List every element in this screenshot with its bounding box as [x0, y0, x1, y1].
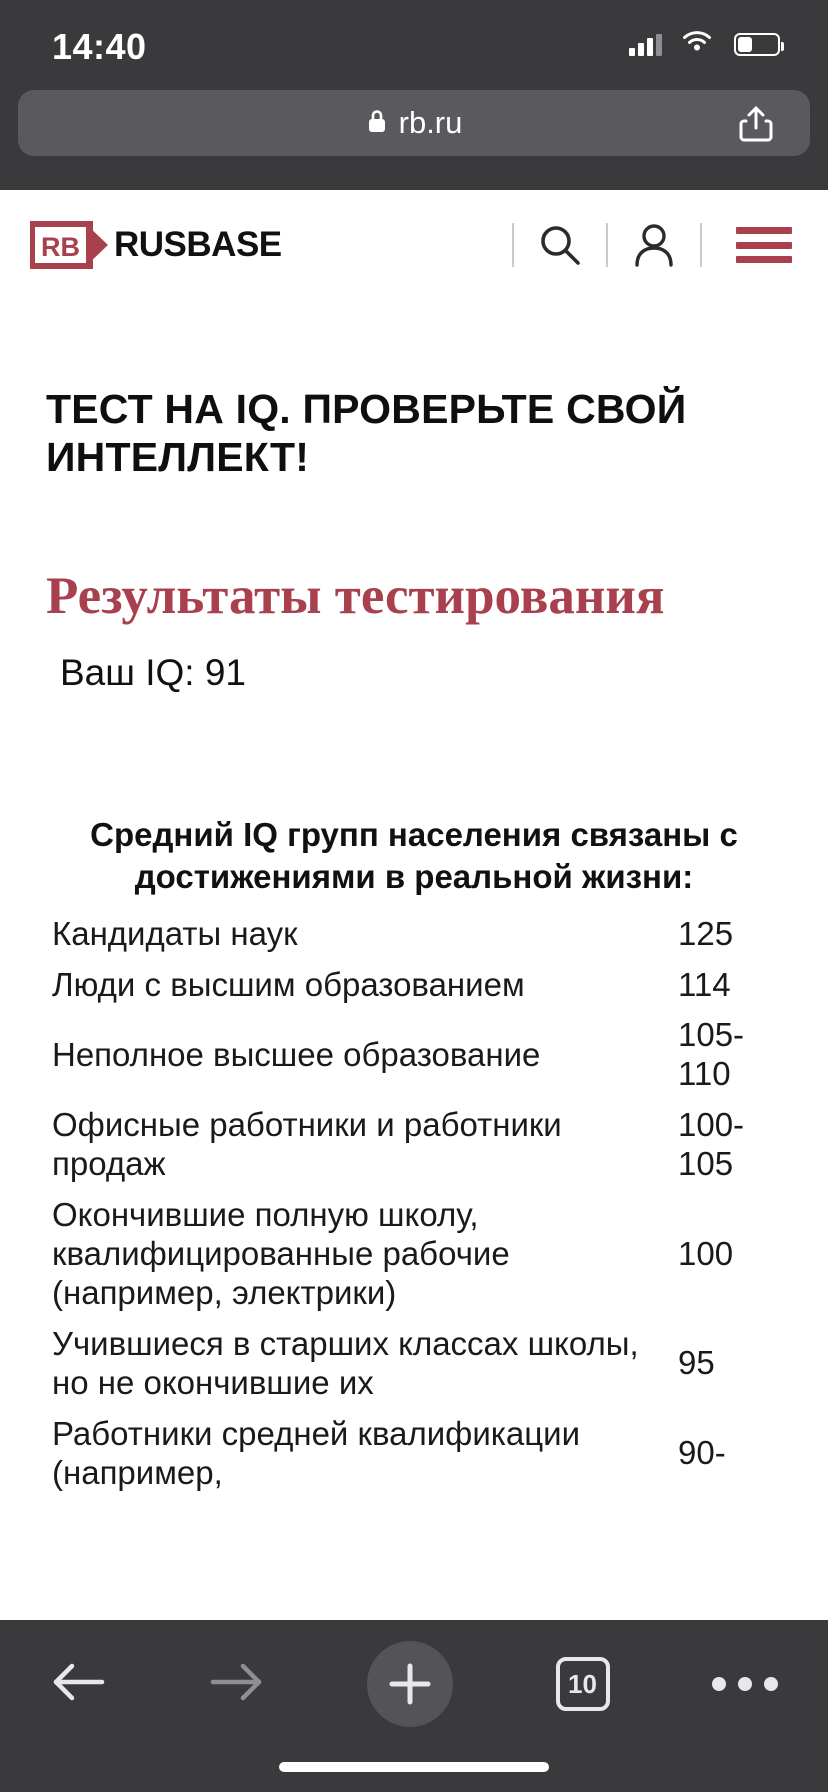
table-cell-label: Люди с высшим образованием	[52, 965, 525, 1003]
table-cell-label: Окончившие полную школу, квалифицированные рабочие (например, электрики)	[52, 1196, 510, 1312]
plus-icon[interactable]	[367, 1641, 453, 1727]
results-heading: Результаты тестирования	[46, 566, 665, 625]
table-cell-label: Офисные работники и работники продаж	[52, 1106, 562, 1183]
header-actions	[492, 219, 792, 271]
address-bar-content	[366, 105, 463, 141]
table-cell-value: 125	[678, 914, 734, 952]
table-row	[46, 1100, 782, 1190]
table-row	[46, 1409, 782, 1499]
table-row	[46, 960, 782, 1011]
iq-groups-table	[46, 909, 782, 1499]
table-row	[46, 909, 782, 960]
browser-toolbar-row	[0, 1620, 828, 1748]
lock-icon	[366, 108, 388, 139]
more-dots-icon[interactable]	[712, 1677, 778, 1691]
address-bar-url: rb.ru	[398, 105, 463, 140]
status-bar	[0, 0, 828, 78]
web-page-viewport	[0, 190, 828, 1620]
wifi-icon	[680, 30, 714, 59]
header-divider	[700, 223, 702, 267]
status-bar-indicators	[629, 30, 780, 59]
table-cell-value: 114	[678, 965, 731, 1003]
header-divider	[512, 223, 514, 267]
cellular-signal-icon	[629, 34, 662, 56]
table-caption: Средний IQ групп населения связаны с достижениями в реальной жизни:	[90, 816, 738, 896]
share-icon[interactable]	[738, 104, 774, 149]
table-row	[46, 1010, 782, 1100]
table-cell-value: 90-	[678, 1434, 726, 1472]
iq-groups-table-body	[46, 909, 782, 1499]
table-cell-value: 95	[678, 1344, 715, 1382]
table-cell-label: Учившиеся в старших классах школы, но не окончившие их	[52, 1325, 639, 1401]
table-cell-value: 100-105	[678, 1106, 745, 1183]
table-cell-value: 100	[678, 1235, 734, 1273]
browser-bottom-toolbar	[0, 1620, 828, 1792]
home-indicator	[279, 1762, 549, 1772]
back-arrow-icon[interactable]	[50, 1660, 106, 1709]
rb-logo-mark-icon	[30, 220, 110, 270]
site-logo-text: RUSBASE	[114, 225, 282, 264]
table-row	[46, 1319, 782, 1409]
user-account-icon[interactable]	[628, 219, 680, 271]
table-cell-value: 105-110	[678, 1016, 745, 1093]
tabs-count-button[interactable]: 10	[556, 1657, 610, 1711]
iq-result-value: Ваш IQ: 91	[60, 652, 246, 694]
browser-top-chrome	[0, 0, 828, 190]
page-title: ТЕСТ НА IQ. ПРОВЕРЬТЕ СВОЙ ИНТЕЛЛЕКТ!	[46, 386, 687, 481]
address-bar[interactable]	[18, 90, 810, 156]
battery-icon	[734, 33, 780, 56]
svg-text:RB: RB	[41, 232, 80, 262]
forward-arrow-icon[interactable]	[209, 1660, 265, 1709]
article-content	[0, 385, 828, 1499]
header-divider	[606, 223, 608, 267]
search-icon[interactable]	[534, 219, 586, 271]
table-cell-label: Неполное высшее образование	[52, 1035, 541, 1073]
table-cell-label: Работники средней квалификации (например,	[52, 1414, 581, 1491]
status-bar-clock: 14:40	[52, 26, 147, 67]
hamburger-menu-icon[interactable]	[736, 227, 792, 263]
table-cell-label: Кандидаты наук	[52, 914, 298, 952]
site-header	[0, 190, 828, 300]
site-logo[interactable]	[30, 220, 282, 270]
table-row	[46, 1190, 782, 1319]
